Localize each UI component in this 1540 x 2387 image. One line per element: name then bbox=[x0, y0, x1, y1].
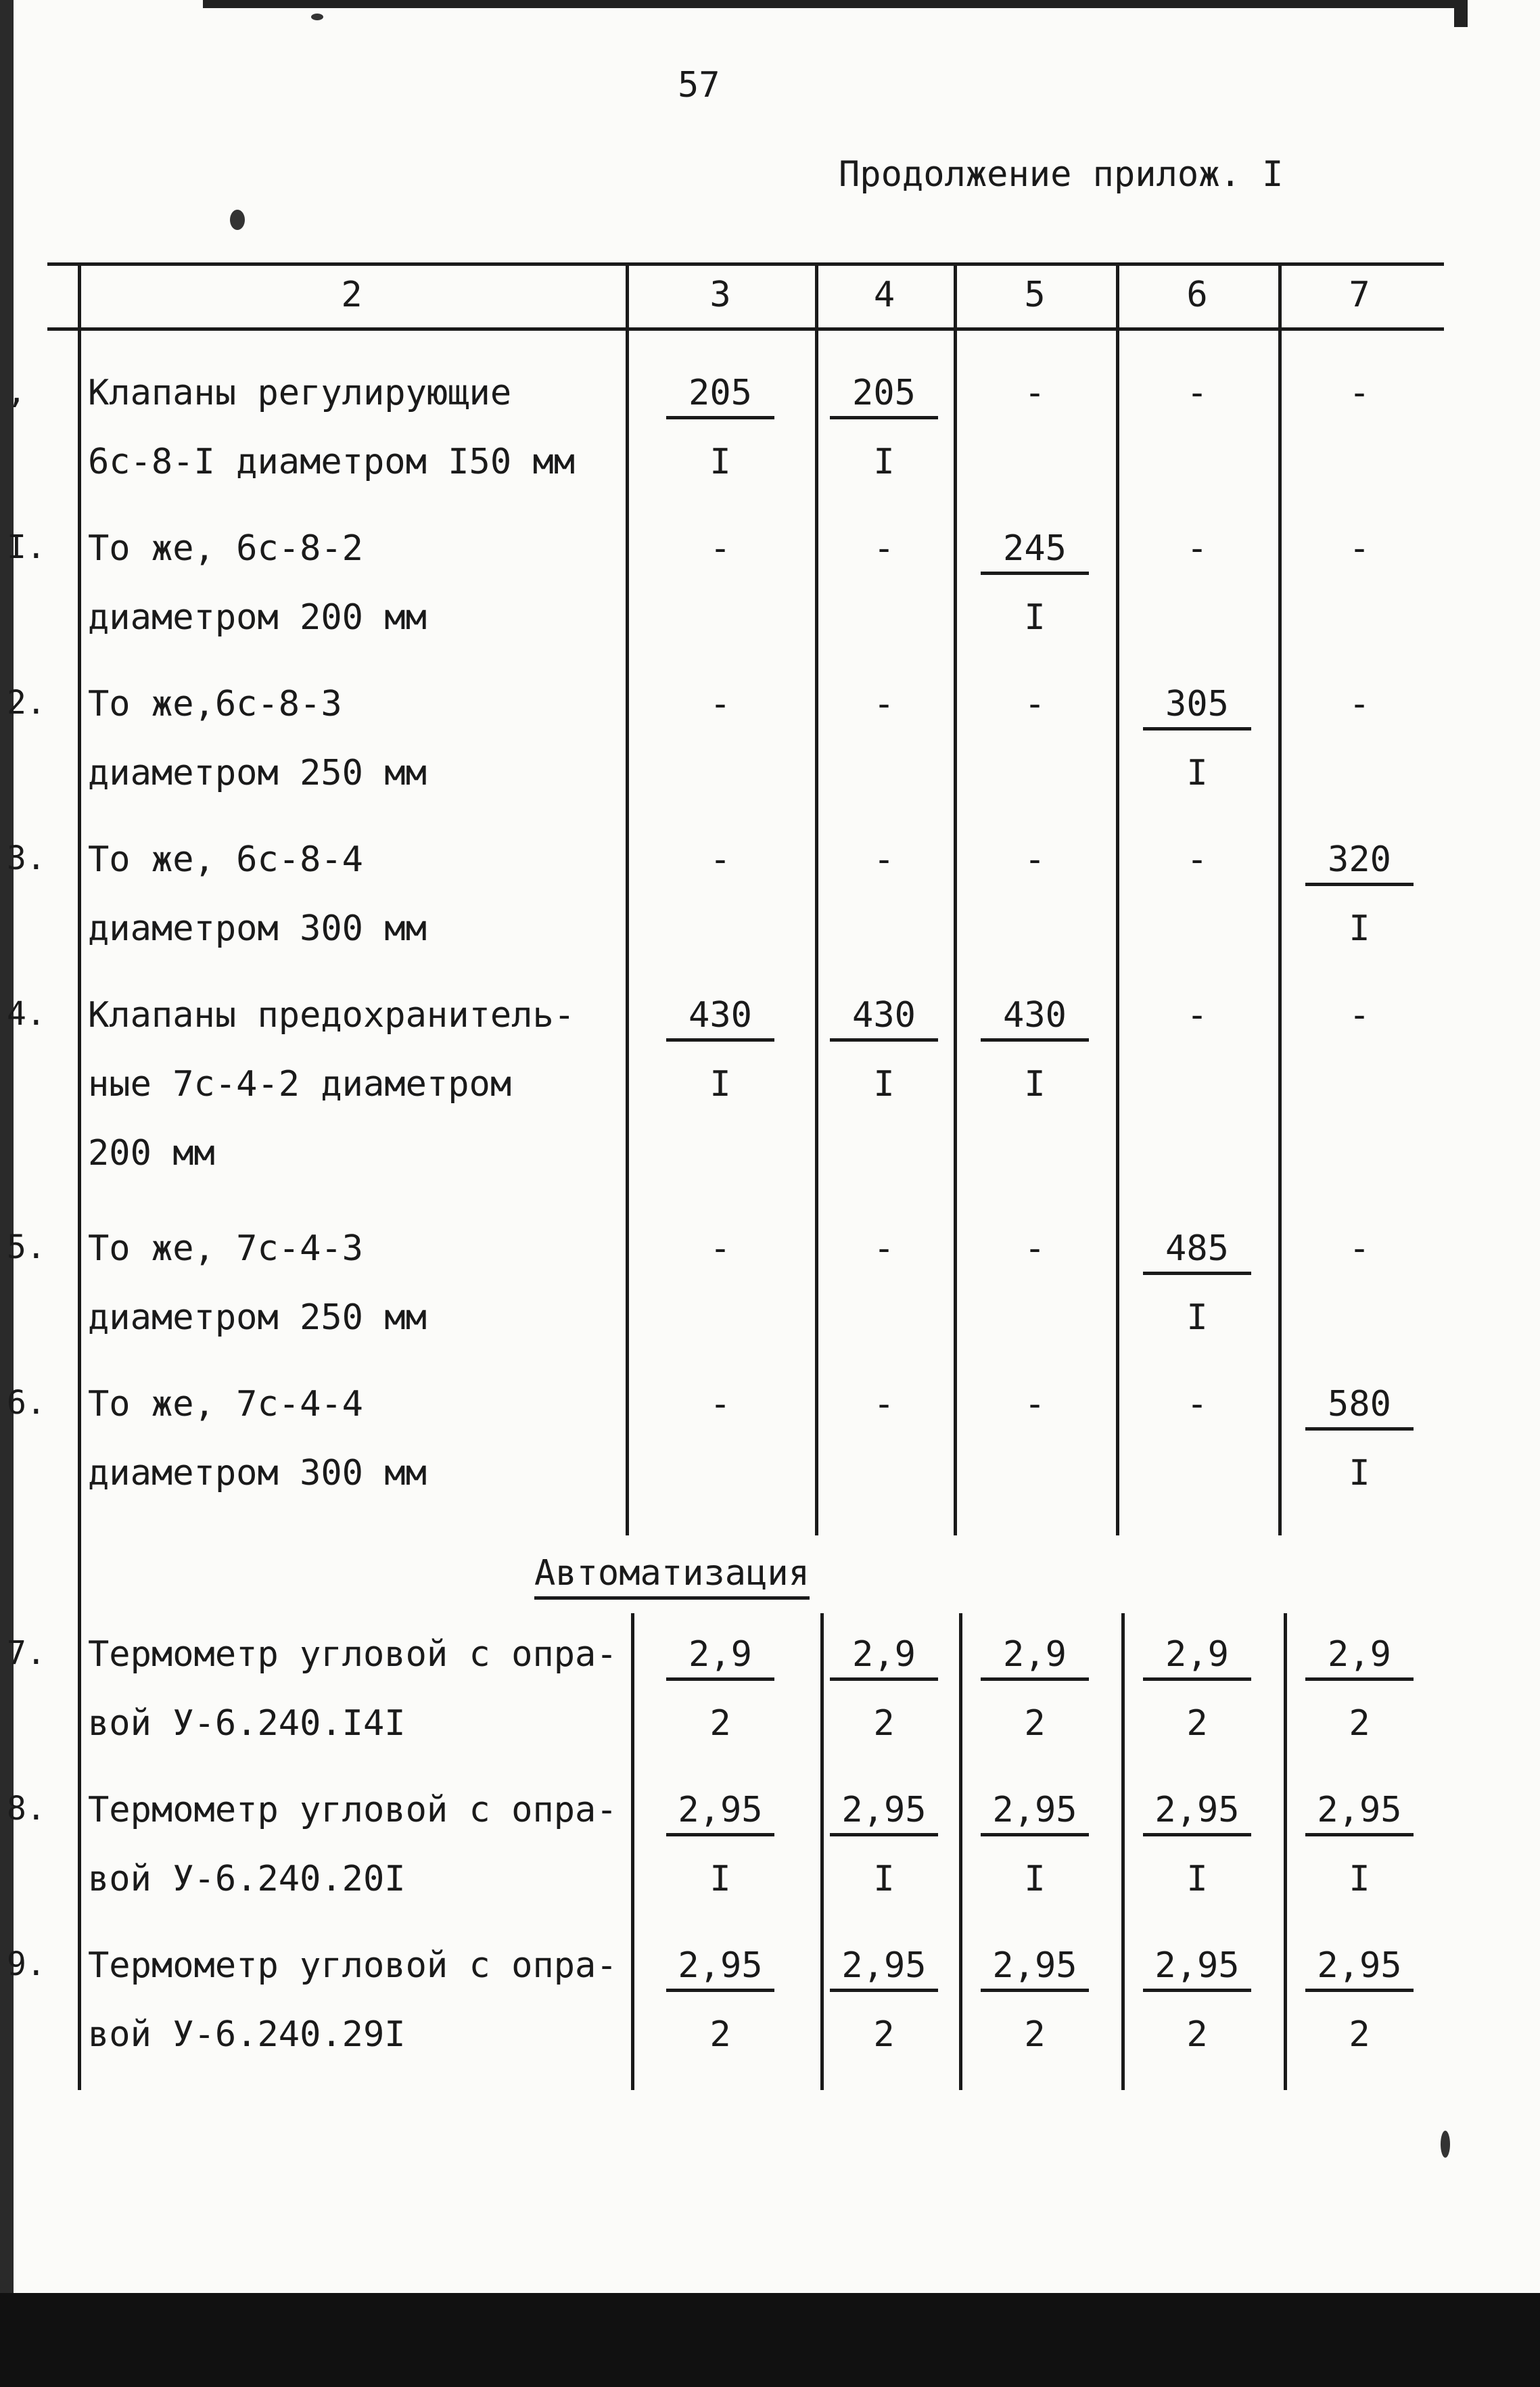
row-description-line: Термометр угловой с опра- bbox=[88, 1945, 617, 1986]
scan-speck bbox=[230, 210, 245, 230]
header-cell: 4 bbox=[873, 275, 895, 315]
row-number: 6. bbox=[7, 1384, 46, 1422]
dash-cell: - bbox=[709, 684, 731, 724]
fraction-numerator: 245 bbox=[981, 531, 1089, 575]
row-description-line: То же, 6с-8-2 bbox=[88, 528, 363, 569]
fraction-denominator: I bbox=[1186, 1859, 1208, 1899]
column-divider bbox=[1121, 1613, 1125, 2090]
row-description-line: диаметром 250 мм bbox=[88, 1297, 427, 1338]
fraction-denominator: I bbox=[1349, 1453, 1370, 1493]
header-cell: 6 bbox=[1186, 275, 1208, 315]
fraction-numerator: 205 bbox=[666, 375, 774, 419]
dash-cell: - bbox=[873, 839, 895, 880]
row-number: , bbox=[7, 373, 26, 411]
dash-cell: - bbox=[1349, 373, 1370, 413]
fraction-numerator: 2,95 bbox=[1143, 1948, 1251, 1992]
row-description-line: диаметром 250 мм bbox=[88, 753, 427, 793]
section-title: Автоматизация bbox=[534, 1556, 810, 1600]
row-number: 5. bbox=[7, 1228, 46, 1266]
fraction-denominator: I bbox=[1024, 597, 1046, 638]
column-divider bbox=[1284, 1613, 1287, 2090]
fraction-denominator: I bbox=[1024, 1064, 1046, 1105]
row-description-line: Клапаны регулирующие bbox=[88, 373, 512, 413]
dash-cell: - bbox=[1186, 839, 1208, 880]
fraction-numerator: 2,95 bbox=[666, 1948, 774, 1992]
row-number: 3. bbox=[7, 839, 46, 877]
dash-cell: - bbox=[873, 1228, 895, 1269]
dash-cell: - bbox=[709, 1384, 731, 1424]
scan-speck bbox=[311, 14, 323, 20]
row-description-line: Клапаны предохранитель- bbox=[88, 995, 576, 1036]
column-divider bbox=[1278, 262, 1282, 1535]
dash-cell: - bbox=[873, 1384, 895, 1424]
fraction-denominator: 2 bbox=[873, 1703, 895, 1744]
dash-cell: - bbox=[1186, 373, 1208, 413]
scan-edge-left bbox=[0, 0, 14, 2387]
header-top-rule bbox=[47, 262, 1444, 266]
fraction-denominator: I bbox=[873, 1859, 895, 1899]
fraction-denominator: 2 bbox=[1024, 2014, 1046, 2055]
column-divider bbox=[78, 262, 81, 1535]
column-divider bbox=[959, 1613, 962, 2090]
row-number: I. bbox=[7, 528, 46, 566]
fraction-numerator: 2,9 bbox=[981, 1637, 1089, 1681]
fraction-denominator: I bbox=[709, 1064, 731, 1105]
fraction-numerator: 320 bbox=[1305, 842, 1414, 886]
fraction-numerator: 305 bbox=[1143, 687, 1251, 731]
dash-cell: - bbox=[709, 528, 731, 569]
row-description-line: вой У-6.240.29I bbox=[88, 2014, 406, 2055]
dash-cell: - bbox=[709, 839, 731, 880]
column-divider bbox=[815, 262, 818, 1535]
row-description-line: 200 мм bbox=[88, 1133, 215, 1174]
row-description-line: диаметром 300 мм bbox=[88, 908, 427, 949]
fraction-numerator: 2,95 bbox=[666, 1792, 774, 1836]
dash-cell: - bbox=[873, 684, 895, 724]
dash-cell: - bbox=[873, 528, 895, 569]
row-description-line: Термометр угловой с опра- bbox=[88, 1790, 617, 1830]
dash-cell: - bbox=[1349, 528, 1370, 569]
fraction-denominator: I bbox=[709, 1859, 731, 1899]
header-cell: 3 bbox=[709, 275, 731, 315]
fraction-numerator: 2,95 bbox=[981, 1792, 1089, 1836]
dash-cell: - bbox=[1024, 373, 1046, 413]
row-description-line: 6с-8-I диаметром I50 мм bbox=[88, 442, 576, 482]
row-number: 8. bbox=[7, 1790, 46, 1828]
header-cell: 7 bbox=[1349, 275, 1370, 315]
fraction-denominator: 2 bbox=[709, 2014, 731, 2055]
fraction-denominator: 2 bbox=[1186, 1703, 1208, 1744]
row-description-line: ные 7с-4-2 диаметром bbox=[88, 1064, 512, 1105]
row-description-line: диаметром 200 мм bbox=[88, 597, 427, 638]
column-divider bbox=[1116, 262, 1119, 1535]
dash-cell: - bbox=[1024, 1228, 1046, 1269]
fraction-denominator: I bbox=[709, 442, 731, 482]
dash-cell: - bbox=[1024, 839, 1046, 880]
fraction-denominator: 2 bbox=[1349, 1703, 1370, 1744]
fraction-numerator: 2,95 bbox=[1305, 1792, 1414, 1836]
dash-cell: - bbox=[1349, 995, 1370, 1036]
dash-cell: - bbox=[1186, 995, 1208, 1036]
fraction-denominator: 2 bbox=[709, 1703, 731, 1744]
fraction-numerator: 2,95 bbox=[1143, 1792, 1251, 1836]
column-divider bbox=[78, 1613, 81, 2090]
fraction-denominator: I bbox=[1186, 1297, 1208, 1338]
dash-cell: - bbox=[709, 1228, 731, 1269]
row-description-line: вой У-6.240.I4I bbox=[88, 1703, 406, 1744]
dash-cell: - bbox=[1349, 684, 1370, 724]
fraction-numerator: 2,9 bbox=[1305, 1637, 1414, 1681]
table-left-border bbox=[78, 1535, 81, 1613]
header-cell: 5 bbox=[1024, 275, 1046, 315]
column-divider bbox=[626, 262, 629, 1535]
fraction-denominator: I bbox=[873, 1064, 895, 1105]
dash-cell: - bbox=[1349, 1228, 1370, 1269]
fraction-numerator: 205 bbox=[830, 375, 938, 419]
fraction-denominator: I bbox=[873, 442, 895, 482]
row-description-line: То же, 6с-8-4 bbox=[88, 839, 363, 880]
fraction-numerator: 2,95 bbox=[1305, 1948, 1414, 1992]
fraction-numerator: 2,95 bbox=[981, 1948, 1089, 1992]
fraction-denominator: I bbox=[1349, 1859, 1370, 1899]
dash-cell: - bbox=[1186, 1384, 1208, 1424]
page-number: 57 bbox=[678, 65, 720, 106]
row-description-line: То же, 7с-4-3 bbox=[88, 1228, 363, 1269]
fraction-numerator: 485 bbox=[1143, 1231, 1251, 1275]
dash-cell: - bbox=[1024, 684, 1046, 724]
row-description-line: То же,6с-8-3 bbox=[88, 684, 342, 724]
row-number: 2. bbox=[7, 684, 46, 722]
header-bottom-rule bbox=[47, 327, 1444, 331]
column-divider bbox=[631, 1613, 634, 2090]
fraction-numerator: 2,9 bbox=[830, 1637, 938, 1681]
dash-cell: - bbox=[1024, 1384, 1046, 1424]
fraction-numerator: 430 bbox=[666, 998, 774, 1042]
fraction-denominator: 2 bbox=[1349, 2014, 1370, 2055]
fraction-numerator: 2,95 bbox=[830, 1792, 938, 1836]
row-description-line: Термометр угловой с опра- bbox=[88, 1634, 617, 1675]
row-number: 9. bbox=[7, 1945, 46, 1983]
scan-edge-bottom bbox=[0, 2293, 1540, 2387]
scan-speck bbox=[1441, 2131, 1450, 2158]
fraction-denominator: 2 bbox=[1024, 1703, 1046, 1744]
fraction-numerator: 2,9 bbox=[1143, 1637, 1251, 1681]
fraction-denominator: 2 bbox=[873, 2014, 895, 2055]
row-description-line: вой У-6.240.20I bbox=[88, 1859, 406, 1899]
fraction-numerator: 430 bbox=[830, 998, 938, 1042]
fraction-denominator: I bbox=[1186, 753, 1208, 793]
scan-edge-right bbox=[1454, 0, 1468, 27]
column-divider bbox=[820, 1613, 824, 2090]
fraction-denominator: 2 bbox=[1186, 2014, 1208, 2055]
row-number: 7. bbox=[7, 1634, 46, 1672]
row-number: 4. bbox=[7, 995, 46, 1033]
scan-edge-top bbox=[203, 0, 1468, 8]
row-description-line: То же, 7с-4-4 bbox=[88, 1384, 363, 1424]
fraction-numerator: 580 bbox=[1305, 1387, 1414, 1431]
fraction-denominator: I bbox=[1024, 1859, 1046, 1899]
fraction-numerator: 2,95 bbox=[830, 1948, 938, 1992]
dash-cell: - bbox=[1186, 528, 1208, 569]
fraction-numerator: 2,9 bbox=[666, 1637, 774, 1681]
row-description-line: диаметром 300 мм bbox=[88, 1453, 427, 1493]
fraction-numerator: 430 bbox=[981, 998, 1089, 1042]
column-divider bbox=[954, 262, 957, 1535]
fraction-denominator: I bbox=[1349, 908, 1370, 949]
header-cell: 2 bbox=[341, 275, 363, 315]
continuation-note: Продолжение прилож. I bbox=[839, 154, 1284, 195]
